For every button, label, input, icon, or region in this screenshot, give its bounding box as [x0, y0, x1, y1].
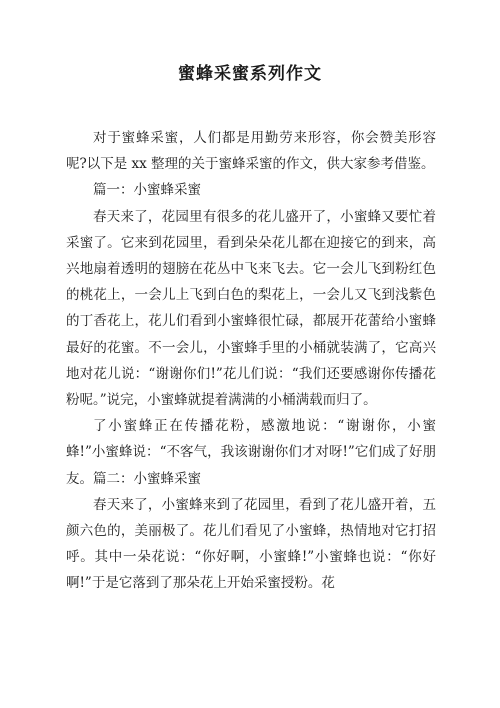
body-paragraph: 春天来了，花园里有很多的花儿盛开了，小蜜蜂又要忙着采蜜了。它来到花园里，看到朵朵花儿都在迎接它的到来，高兴地扇着透明的翅膀在花丛中飞来飞去。它一会儿飞到粉红色的桃花上，一会儿上飞到白色的梨花上，一会儿又飞到浅紫色的丁香花上，花儿们看到小蜜蜂很忙碌，都展开花蕾给小蜜蜂最好的花蜜。不一会儿，小蜜蜂手里的小桶就装满了，它高兴地对花儿说：“谢谢你们!”花儿们说：“我们还要感谢你传播花粉呢。”说完，小蜜蜂就提着满满的小桶满载而归了。 — [66, 208, 436, 409]
body-paragraph: 了小蜜蜂正在传播花粉，感激地说：“谢谢你，小蜜蜂!”小蜜蜂说：“不客气，我该谢谢你们才对呀!”它们成了好朋友。篇二：小蜜蜂采蜜 — [66, 418, 436, 487]
body-paragraph: 春天来了，小蜜蜂来到了花园里，看到了花儿盛开着，五颜六色的，美丽极了。花儿们看见了小蜜蜂，热情地对它打招呼。其中一朵花说：“你好啊，小蜜蜂!”小蜜蜂也说：“你好啊!”于是它落到了那朵花上开始采蜜授粉。花 — [66, 496, 436, 592]
intro-paragraph: 对于蜜蜂采蜜，人们都是用勤劳来形容，你会赞美形容呢?以下是 xx 整理的关于蜜蜂采蜜的作文，供大家参考借鉴。 — [66, 130, 436, 173]
document-body — [66, 125, 436, 597]
document-title: 蜜蜂采蜜系列作文 — [178, 64, 322, 84]
section-heading-1: 篇一：小蜜蜂采蜜 — [93, 182, 201, 199]
